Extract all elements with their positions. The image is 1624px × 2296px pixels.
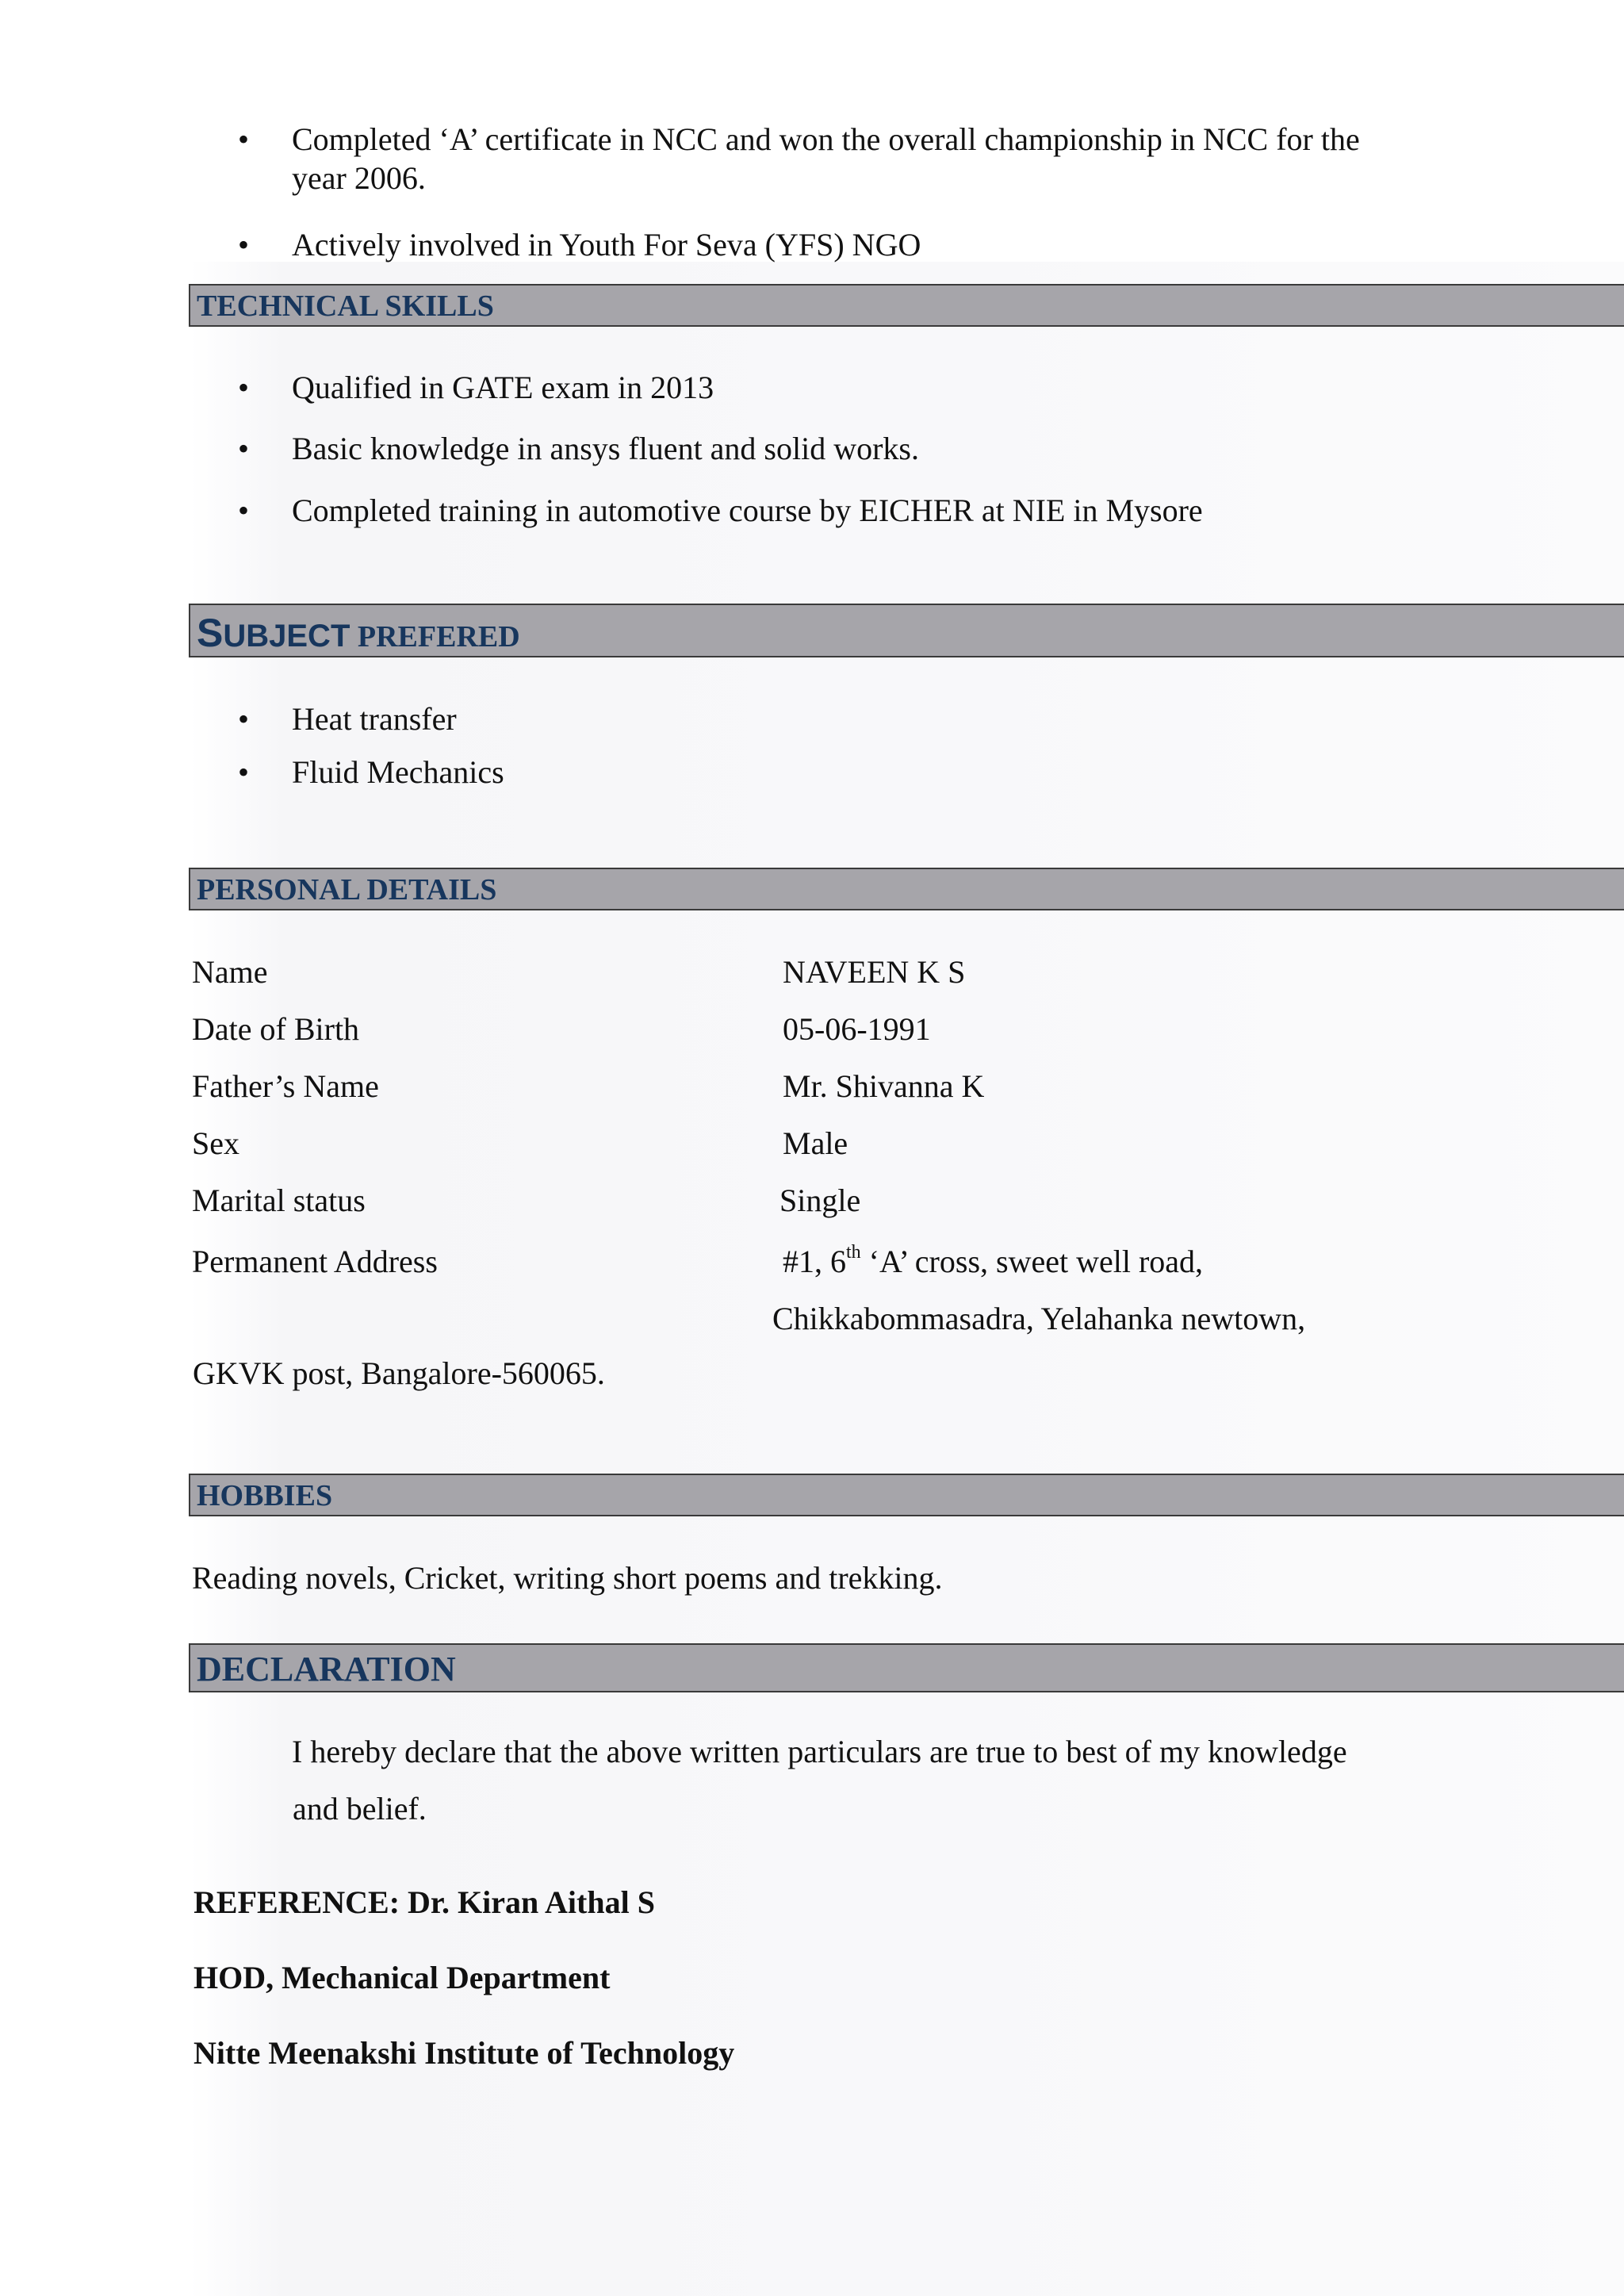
section-title: HOBBIES [197,1479,333,1512]
bullet-icon: • [238,754,250,790]
list-item-text: Qualified in GATE exam in 2013 [292,370,714,405]
field-label: Father’s Name [192,1068,379,1104]
bullet-icon: • [238,227,250,263]
hobbies-text: Reading novels, Cricket, writing short poems and trekking. [192,1560,943,1596]
section-header-declaration [189,1643,1624,1692]
bullet-icon: • [238,431,250,466]
section-header-personal-details [189,868,1624,910]
reference-position: HOD, Mechanical Department [193,1960,611,1995]
declaration-text: and belief. [293,1791,427,1826]
list-item-text: Actively involved in Youth For Seva (YFS) NGO [292,227,921,263]
field-value: NAVEEN K S [783,954,966,990]
section-title: PERSONAL DETAILS [197,873,497,907]
field-value-continuation: GKVK post, Bangalore-560065. [193,1355,605,1391]
field-value-continuation: Chikkabommasadra, Yelahanka newtown, [772,1301,1306,1336]
bullet-icon: • [238,493,250,528]
field-label: Marital status [192,1182,366,1218]
declaration-text: I hereby declare that the above written particulars are true to best of my knowledge [292,1734,1347,1769]
field-value: Male [783,1125,848,1161]
field-value: Mr. Shivanna K [783,1068,985,1104]
field-label: Sex [192,1125,239,1161]
field-value: #1, 6th ‘A’ cross, sweet well road, [783,1241,1204,1279]
list-item-text: Completed ‘A’ certificate in NCC and won the overall championship in NCC for the [292,121,1360,157]
field-label: Name [192,954,268,990]
list-item-text: Completed training in automotive course by EICHER at NIE in Mysore [292,493,1203,528]
bullet-icon: • [238,121,250,157]
reference-name: REFERENCE: Dr. Kiran Aithal S [193,1884,655,1920]
section-title: TECHNICAL SKILLS [197,289,494,323]
field-value: Single [779,1182,861,1218]
section-header-hobbies [189,1474,1624,1516]
list-item-text: Heat transfer [292,701,457,737]
list-item-text: Fluid Mechanics [292,754,504,790]
field-label: Date of Birth [192,1011,360,1047]
section-header-subject-preferred [189,604,1624,657]
list-item-text: year 2006. [292,160,426,196]
section-header-technical-skills [189,284,1624,327]
field-value: 05-06-1991 [783,1011,931,1047]
section-title: SUBJECT PREFERED [197,611,520,655]
reference-institute: Nitte Meenakshi Institute of Technology [193,2035,735,2071]
bullet-icon: • [238,370,250,405]
bullet-icon: • [238,701,250,737]
field-label: Permanent Address [192,1244,438,1279]
section-title: DECLARATION [197,1650,456,1688]
list-item-text: Basic knowledge in ansys fluent and solid works. [292,431,919,466]
